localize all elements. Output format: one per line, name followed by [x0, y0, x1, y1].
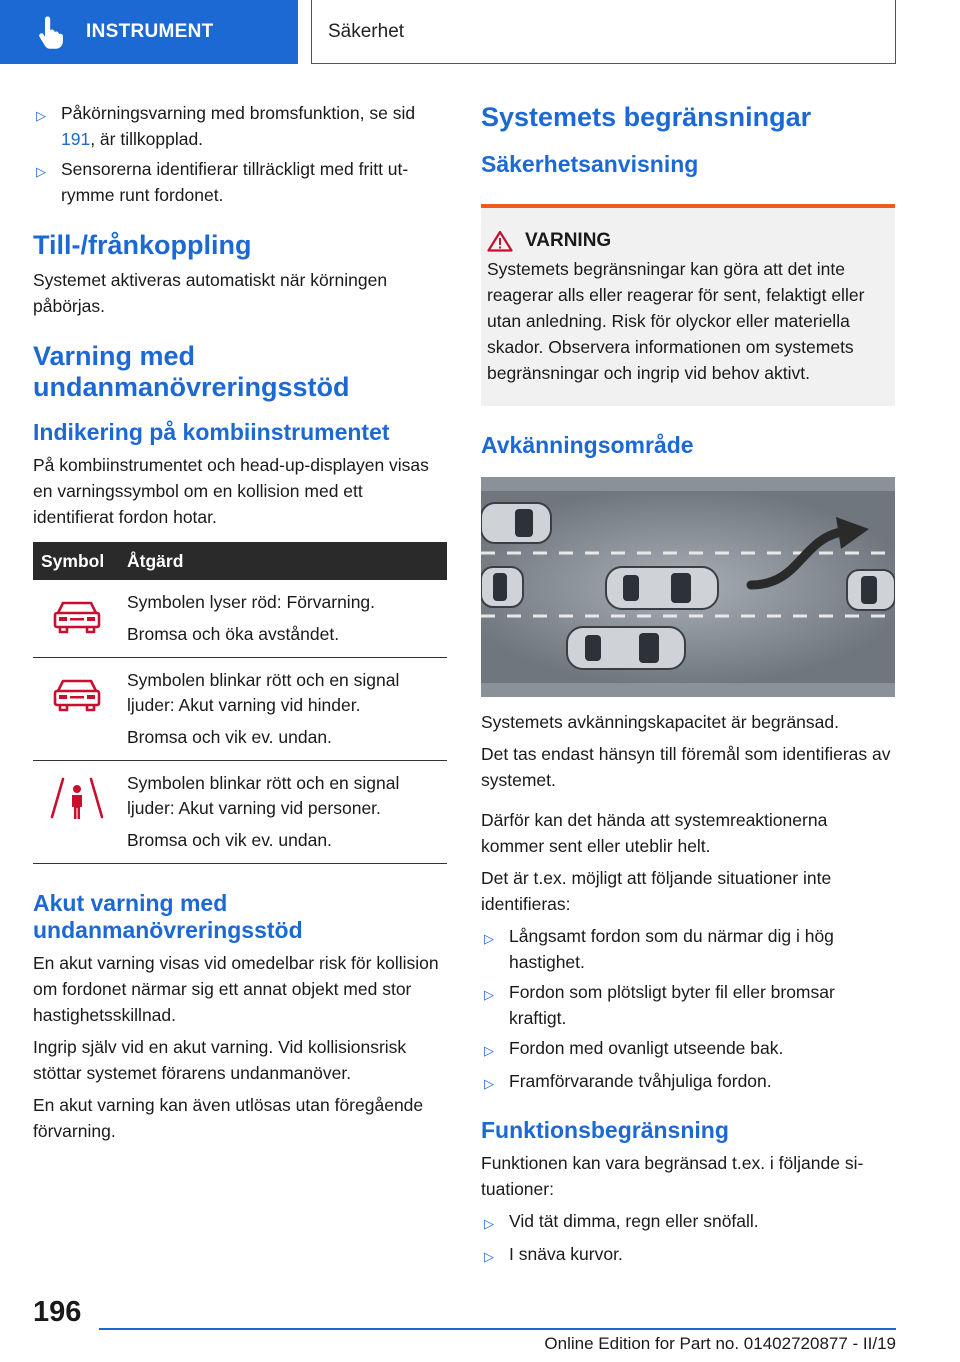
paragraph: En akut varning kan även utlösas utan föregående förvarning.	[33, 1095, 424, 1141]
paragraph: Systemet aktiveras automatiskt när körningen påbörjas.	[33, 270, 388, 316]
edition-note: Online Edition for Part no. 01402720877 - II/19	[544, 1334, 896, 1353]
page-number: 196	[33, 1296, 82, 1328]
table-row	[33, 580, 447, 658]
bullet-item: ▷ I snäva kurvor.	[481, 1241, 895, 1270]
pedestrian-warning-icon	[50, 775, 104, 825]
heading-indikering: Indikering på kombiinstrumentet	[33, 419, 390, 445]
detection-area-illustration	[481, 477, 895, 697]
bullet-item: ▷ Långsamt fordon som du närmar dig i hög hastighet.	[481, 923, 895, 975]
warning-title: VARNING	[487, 230, 887, 252]
paragraph: Det tas endast hänsyn till föremål som identifieras av systemet.	[481, 744, 891, 790]
heading-sakerhetsanvisning: Säkerhetsanvisning	[481, 151, 699, 177]
action-cell: Symbolen blinkar rött och en signal ljuder: Akut varning vid hinder. Bromsa och vik ev. undan.	[119, 658, 447, 761]
heading-systemets-begransningar: Systemets begränsningar	[481, 102, 812, 132]
section-title-text: Säkerhet	[328, 20, 405, 42]
paragraph: En akut varning visas vid omedelbar risk för kollision om fordonet närmar sig ett annat objekt med stor hastighetsskillnad.	[33, 953, 439, 1025]
heading-till-frankoppling: Till-/frånkoppling	[33, 230, 252, 260]
triangle-bullet-icon: ▷	[484, 1043, 494, 1058]
action-cell: Symbolen lyser röd: Förvarning. Bromsa och öka avståndet.	[119, 580, 447, 658]
action-cell: Symbolen blinkar rött och en signal ljuder: Akut varning vid personer. Bromsa och vik ev. undan.	[119, 761, 447, 864]
section-title	[311, 0, 896, 64]
table-row	[33, 761, 447, 864]
triangle-bullet-icon: ▷	[36, 164, 46, 179]
symbol-cell	[33, 761, 119, 864]
bullet-item: ▷ Framförvarande tvåhjuliga fordon.	[481, 1068, 895, 1097]
paragraph: På kombiinstrumentet och head-up-displayen visas en varningssymbol om en kollision med ett identifierat fordon hotar.	[33, 455, 429, 527]
heading-varning: Varning med undanmanövreringsstöd	[33, 341, 350, 402]
right-column	[481, 100, 895, 1274]
triangle-bullet-icon: ▷	[36, 108, 46, 123]
left-column	[33, 100, 447, 1150]
heading-akut-varning: Akut varning med undanmanövreringsstöd	[33, 890, 303, 943]
bullet-item	[33, 156, 447, 208]
heading-funktionsbegransning: Funktionsbegränsning	[481, 1117, 729, 1143]
footer-divider	[99, 1328, 896, 1330]
symbol-table	[33, 542, 447, 864]
page-link[interactable]: 191	[61, 129, 91, 149]
symbol-cell	[33, 658, 119, 761]
hand-pointer-icon	[30, 12, 70, 52]
bullet-item: ▷ Fordon med ovanligt utseende bak.	[481, 1035, 895, 1064]
heading-avkanningsomrade: Avkänningsområde	[481, 432, 694, 458]
triangle-bullet-icon: ▷	[484, 931, 494, 946]
triangle-bullet-icon: ▷	[484, 1249, 494, 1264]
table-row	[33, 658, 447, 761]
warning-triangle-icon	[487, 230, 513, 252]
table-header-row	[33, 542, 447, 580]
bullet-item: ▷ Fordon som plötsligt byter fil eller bromsar kraftigt.	[481, 979, 895, 1031]
warning-box	[481, 204, 895, 406]
triangle-bullet-icon: ▷	[484, 1076, 494, 1091]
warning-body: Systemets begränsningar kan göra att det inte reagerar alls eller reagerar för sent, felaktigt eller utan anledning. Risk för olyckor eller materiella skador. Observera informationen om systemets begränsningar och ingrip vid behov aktivt.	[487, 259, 865, 383]
paragraph: Det är t.ex. möjligt att följande situationer inte identifieras:	[481, 868, 832, 914]
bullet-item: ▷ Vid tät dimma, regn eller snöfall.	[481, 1208, 895, 1237]
chapter-tab[interactable]	[0, 0, 298, 64]
bullet-text: Sensorerna identifierar tillräckligt med fritt utrymme runt fordonet.	[61, 159, 409, 205]
triangle-bullet-icon: ▷	[484, 1216, 494, 1231]
symbol-cell	[33, 580, 119, 658]
paragraph: Systemets avkänningskapacitet är begränsad.	[481, 712, 839, 732]
paragraph: Funktionen kan vara begränsad t.ex. i följande situationer:	[481, 1153, 864, 1199]
column-header-symbol: Symbol	[33, 542, 119, 580]
column-header-action: Åtgärd	[119, 542, 447, 580]
triangle-bullet-icon: ▷	[484, 987, 494, 1002]
bullet-text: Påkörningsvarning med bromsfunktion, se sid 191, är tillkopplad.	[61, 103, 416, 149]
car-warning-icon	[50, 674, 104, 714]
bullet-item	[33, 100, 447, 152]
paragraph: Därför kan det hända att systemreaktionerna kommer sent eller uteblir helt.	[481, 810, 828, 856]
paragraph: Ingrip själv vid en akut varning. Vid kollisionsrisk stöttar systemet förarens undanmanöver.	[33, 1037, 407, 1083]
chapter-label: INSTRUMENT	[86, 21, 214, 42]
car-warning-icon	[50, 596, 104, 636]
